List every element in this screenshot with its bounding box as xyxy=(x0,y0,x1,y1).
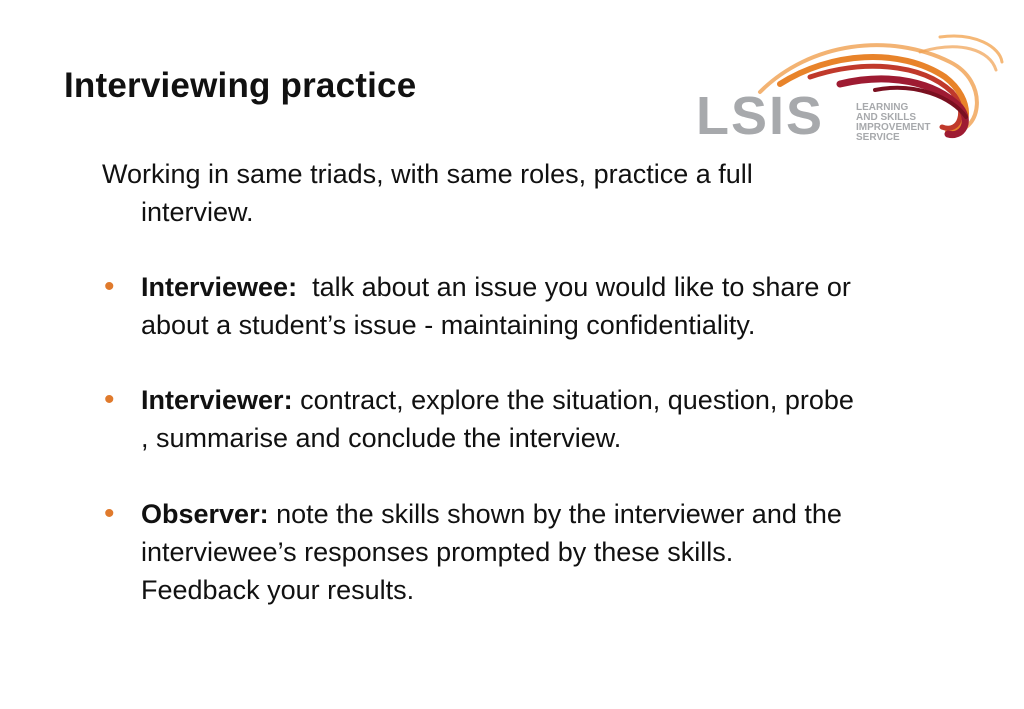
bullet-text xyxy=(141,495,982,609)
lsis-logo xyxy=(690,22,1010,147)
bullet-dot-icon: • xyxy=(104,497,115,530)
logo-tagline-line-3: IMPROVEMENT xyxy=(856,122,931,133)
bullet-interviewer xyxy=(102,381,982,457)
logo-tagline-line-4: SERVICE xyxy=(856,132,900,143)
intro-line-1: Working in same triads, with same roles, practice a full xyxy=(102,159,753,189)
logo-tagline xyxy=(856,102,930,143)
bullet-label: Interviewee: xyxy=(141,272,298,302)
logo-wordmark: LSIS xyxy=(696,86,825,146)
bullet-observer xyxy=(102,495,982,609)
logo-tagline-line-2: AND SKILLS xyxy=(856,112,916,123)
bullet-dot-icon: • xyxy=(104,270,115,303)
intro-paragraph xyxy=(102,155,902,231)
slide-title: Interviewing practice xyxy=(64,66,417,105)
bullet-line-2: interviewee’s responses prompted by these skills. xyxy=(141,537,734,567)
bullet-text xyxy=(141,381,982,457)
bullet-line-3: Feedback your results. xyxy=(141,575,415,605)
logo-tagline-line-1: LEARNING xyxy=(856,102,909,113)
bullet-label: Interviewer: xyxy=(141,385,293,415)
bullet-label: Observer: xyxy=(141,499,269,529)
bullet-dot-icon: • xyxy=(104,383,115,416)
bullet-line-2: about a student’s issue - maintaining confidentiality. xyxy=(141,310,756,340)
bullet-text xyxy=(141,268,982,344)
bullet-line-1: note the skills shown by the interviewer and the xyxy=(268,499,842,529)
bullet-line-1: talk about an issue you would like to share or xyxy=(297,272,851,302)
intro-line-2: interview. xyxy=(141,197,254,227)
bullet-interviewee xyxy=(102,268,982,344)
bullet-line-2: , summarise and conclude the interview. xyxy=(141,423,622,453)
bullet-line-1: contract, explore the situation, question, probe xyxy=(292,385,854,415)
